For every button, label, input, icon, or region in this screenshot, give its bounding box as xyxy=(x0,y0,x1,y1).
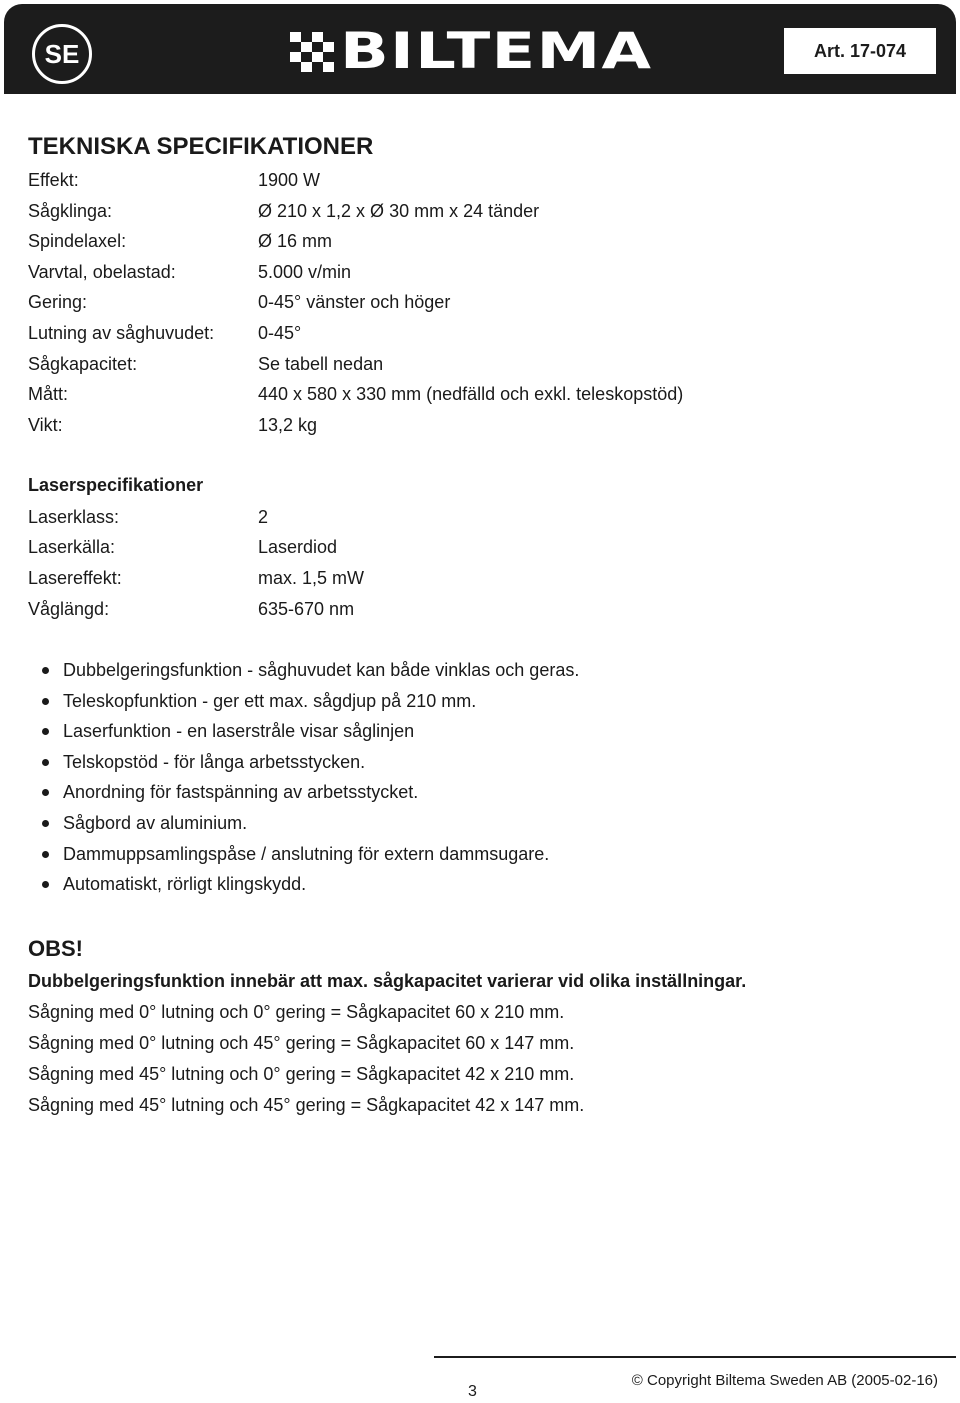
obs-heading: OBS! xyxy=(28,936,83,961)
spec-label: Våglängd: xyxy=(28,599,110,619)
capacity-line: Sågning med 45° lutning och 0° gering = Sågkapacitet 42 x 210 mm. xyxy=(28,1064,575,1084)
bullet-icon xyxy=(42,759,49,766)
spec-value: 635-670 nm xyxy=(258,599,355,619)
spec-value: Se tabell nedan xyxy=(258,354,384,374)
spec-label: Spindelaxel: xyxy=(28,231,127,251)
article-number: Art. 17-074 xyxy=(784,28,936,74)
laser-specs-heading: Laserspecifikationer xyxy=(28,475,204,495)
bullet-icon xyxy=(42,881,49,888)
language-badge: SE xyxy=(32,24,92,84)
bullet-icon xyxy=(42,728,49,735)
obs-note: Dubbelgeringsfunktion innebär att max. sågkapacitet varierar vid olika inställningar. xyxy=(28,971,747,991)
spec-value: 2 xyxy=(258,507,269,527)
spec-value: Ø 210 x 1,2 x Ø 30 mm x 24 tänder xyxy=(258,201,540,221)
list-item xyxy=(28,689,579,720)
bullet-icon xyxy=(42,698,49,705)
feature-list xyxy=(28,658,579,903)
spec-value: 13,2 kg xyxy=(258,415,318,435)
capacity-line: Sågning med 45° lutning och 45° gering = Sågkapacitet 42 x 147 mm. xyxy=(28,1095,585,1115)
feature-text: Teleskopfunktion - ger ett max. sågdjup på 210 mm. xyxy=(63,690,477,711)
header-bar xyxy=(4,4,956,94)
feature-text: Automatiskt, rörligt klingskydd. xyxy=(63,874,307,895)
list-item xyxy=(28,780,579,811)
spec-value: 5.000 v/min xyxy=(258,262,352,282)
spec-label: Effekt: xyxy=(28,170,79,190)
spec-value: Laserdiod xyxy=(258,537,338,557)
feature-text: Telskopstöd - för långa arbetsstycken. xyxy=(63,751,366,772)
logo-wordmark: BILTEMA xyxy=(340,22,653,80)
list-item xyxy=(28,842,579,873)
spec-label: Gering: xyxy=(28,292,88,312)
spec-label: Laserkälla: xyxy=(28,537,116,557)
spec-value: 1900 W xyxy=(258,170,321,190)
page-number: 3 xyxy=(468,1383,477,1400)
spec-value: 0-45° xyxy=(258,323,302,343)
bullet-icon xyxy=(42,820,49,827)
feature-text: Anordning för fastspänning av arbetsstycket. xyxy=(63,782,419,803)
spec-value: Ø 16 mm xyxy=(258,231,333,251)
biltema-logo xyxy=(290,22,678,80)
capacity-line: Sågning med 0° lutning och 45° gering = Sågkapacitet 60 x 147 mm. xyxy=(28,1033,575,1053)
list-item xyxy=(28,719,579,750)
feature-text: Sågbord av aluminium. xyxy=(63,812,248,833)
copyright-notice: © Copyright Biltema Sweden AB (2005-02-16) xyxy=(631,1372,938,1389)
spec-label: Varvtal, obelastad: xyxy=(28,262,176,282)
bullet-icon xyxy=(42,851,49,858)
page-title: TEKNISKA SPECIFIKATIONER xyxy=(28,133,374,160)
spec-label: Lutning av såghuvudet: xyxy=(28,323,215,343)
capacity-line: Sågning med 0° lutning och 0° gering = Sågkapacitet 60 x 210 mm. xyxy=(28,1002,565,1022)
spec-label: Sågklinga: xyxy=(28,201,113,221)
spec-value: max. 1,5 mW xyxy=(258,568,365,588)
spec-label: Vikt: xyxy=(28,415,63,435)
spec-label: Sågkapacitet: xyxy=(28,354,138,374)
spec-label: Mått: xyxy=(28,384,69,404)
feature-text: Dammuppsamlingspåse / anslutning för extern dammsugare. xyxy=(63,843,550,864)
feature-text: Dubbelgeringsfunktion - såghuvudet kan både vinklas och geras. xyxy=(63,660,580,680)
checker-flag-icon xyxy=(290,32,334,72)
list-item xyxy=(28,811,579,842)
list-item xyxy=(28,750,579,781)
spec-label: Laserklass: xyxy=(28,507,120,527)
list-item xyxy=(28,658,579,689)
footer-divider xyxy=(434,1356,956,1358)
list-item xyxy=(28,872,579,903)
feature-text: Laserfunktion - en laserstråle visar såglinjen xyxy=(63,721,415,742)
spec-label: Lasereffekt: xyxy=(28,568,122,588)
spec-value: 440 x 580 x 330 mm (nedfälld och exkl. teleskopstöd) xyxy=(258,384,684,404)
bullet-icon xyxy=(42,789,49,796)
spec-value: 0-45° vänster och höger xyxy=(258,292,451,312)
bullet-icon xyxy=(42,667,49,674)
